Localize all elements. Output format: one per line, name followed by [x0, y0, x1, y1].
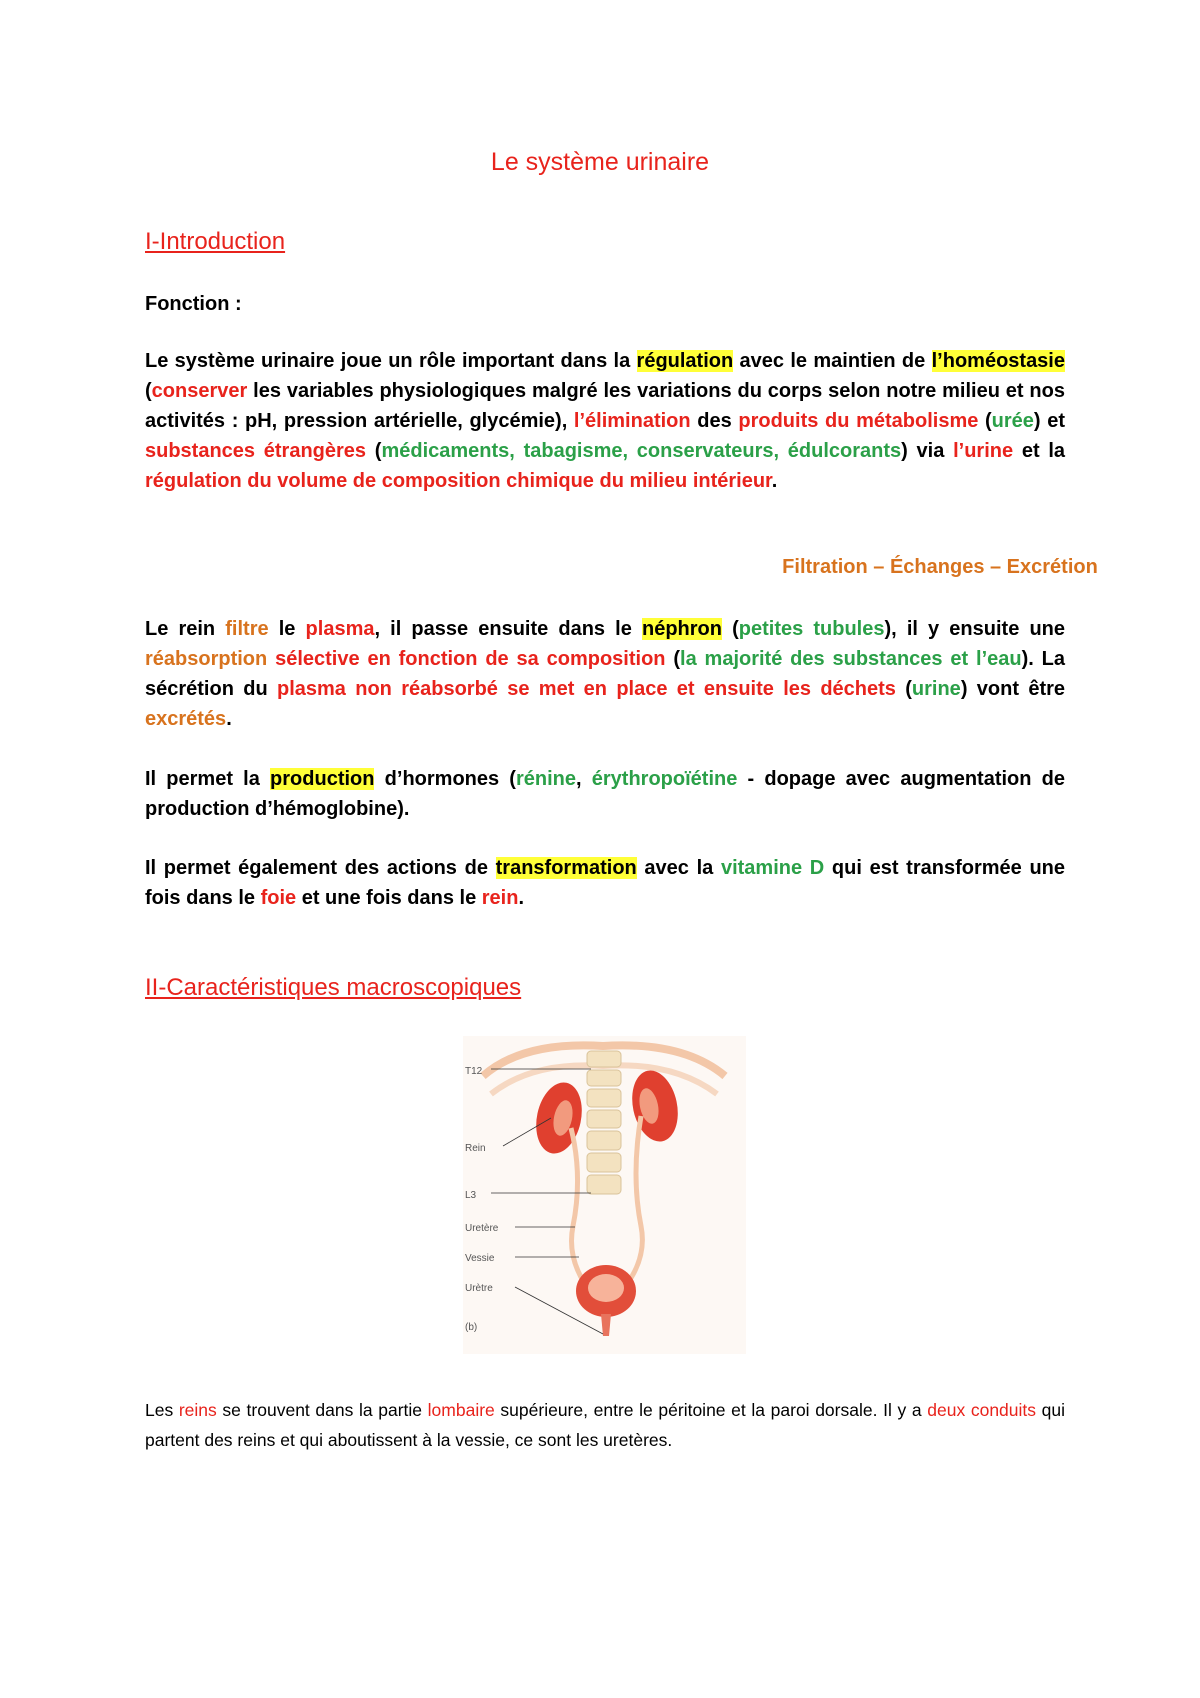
- text-segment: sélective en fonction de sa composition: [275, 648, 666, 670]
- text-segment: ) vont être: [960, 678, 1066, 700]
- text-segment: produits du métabolisme: [738, 410, 979, 432]
- text-segment: ), il y ensuite une: [884, 618, 1066, 640]
- label-b: (b): [465, 1322, 478, 1333]
- text-segment: urée: [991, 410, 1034, 432]
- text-segment: .: [771, 470, 778, 492]
- text-segment: plasma non réabsorbé se met en place et ensuite les déchets: [277, 678, 896, 700]
- fonction-label: Fonction :: [145, 293, 242, 315]
- text-segment: l’élimination: [573, 410, 691, 432]
- text-segment: et la: [1013, 440, 1066, 462]
- text-segment: avec le maintien de: [733, 350, 932, 372]
- text-segment: , il passe ensuite dans le: [374, 618, 642, 640]
- paragraph-reins: [145, 1395, 1065, 1455]
- text-segment: .: [518, 887, 525, 909]
- label-l3: L3: [465, 1190, 477, 1201]
- text-segment: supérieure, entre le péritoine et la paroi dorsale. Il y a: [494, 1400, 928, 1420]
- label-rein: Rein: [465, 1143, 486, 1154]
- text-segment: production: [270, 768, 375, 790]
- text-segment: vitamine D: [720, 857, 825, 879]
- text-segment: Le système urinaire joue un rôle important dans la: [145, 350, 637, 372]
- paragraph-transformation: [145, 853, 1065, 913]
- text-segment: le: [268, 618, 306, 640]
- text-segment: foie: [260, 887, 297, 909]
- text-segment: conserver: [151, 380, 248, 402]
- text-segment: l’homéostasie: [931, 350, 1065, 372]
- text-segment: ) via: [901, 440, 954, 462]
- text-segment: qui partent des reins et qui aboutissent à la vessie, ce sont les uretères.: [145, 1400, 1066, 1450]
- section-heading-macroscopiques: II-Caractéristiques macroscopiques: [145, 974, 522, 1001]
- text-segment: réabsorption: [145, 648, 268, 670]
- text-segment: reins: [178, 1400, 217, 1420]
- text-segment: ). La sécrétion du: [145, 648, 1065, 700]
- page-title: Le système urinaire: [490, 148, 710, 176]
- text-segment: (: [145, 380, 152, 402]
- text-segment: - dopage avec augmentation de production d’hémoglobine).: [145, 768, 1065, 820]
- text-segment: se trouvent dans la partie: [216, 1400, 428, 1420]
- text-segment: Il permet également des actions de: [145, 857, 496, 879]
- paragraph-rein: [145, 614, 1065, 734]
- label-vessie: Vessie: [465, 1253, 495, 1264]
- text-segment: néphron: [641, 618, 722, 640]
- paragraph-function: [145, 346, 1065, 496]
- text-segment: régulation du volume de composition chimique du milieu intérieur: [145, 470, 772, 492]
- text-segment: (: [978, 410, 992, 432]
- text-segment: (: [665, 648, 681, 670]
- text-segment: petites tubules: [738, 618, 885, 640]
- text-segment: Les: [145, 1400, 179, 1420]
- text-segment: avec la: [636, 857, 721, 879]
- text-segment: deux conduits: [927, 1400, 1037, 1420]
- text-segment: filtre: [225, 618, 269, 640]
- text-segment: lombaire: [427, 1400, 495, 1420]
- text-segment: médicaments, tabagisme, conservateurs, édulcorants: [381, 440, 902, 462]
- urinary-system-figure: [463, 1036, 746, 1354]
- text-segment: .: [226, 708, 232, 730]
- text-segment: (: [366, 440, 382, 462]
- text-segment: (: [721, 618, 739, 640]
- text-segment: rénine: [515, 768, 577, 790]
- text-segment: excrétés: [145, 708, 227, 730]
- text-segment: Le rein: [145, 618, 226, 640]
- text-segment: l’urine: [953, 440, 1014, 462]
- text-segment: et une fois dans le: [296, 887, 482, 909]
- text-segment: d’hormones (: [374, 768, 516, 790]
- text-segment: la majorité des substances et l’eau: [680, 648, 1022, 670]
- section-heading-introduction: I-Introduction: [145, 228, 286, 255]
- text-segment: régulation: [636, 350, 734, 372]
- text-segment: (: [895, 678, 912, 700]
- text-segment: les variables physiologiques malgré les variations du corps selon notre milieu et nos activités : pH, pression artérielle, glycémie),: [145, 380, 1065, 432]
- text-segment: Il permet la: [145, 768, 271, 790]
- text-segment: plasma: [305, 618, 375, 640]
- text-segment: ,: [576, 768, 592, 790]
- label-t12: T12: [465, 1066, 483, 1077]
- text-segment: urine: [911, 678, 961, 700]
- label-uretre: Urètre: [465, 1283, 493, 1294]
- text-segment: érythropoïétine: [591, 768, 738, 790]
- text-segment: substances étrangères: [145, 440, 367, 462]
- urinary-system-illustration: [463, 1036, 746, 1354]
- paragraph-production: [145, 764, 1065, 824]
- text-segment: [267, 648, 275, 670]
- text-segment: rein: [481, 887, 519, 909]
- text-segment: ) et: [1033, 410, 1066, 432]
- filtration-subtitle: Filtration – Échanges – Excrétion: [782, 556, 1098, 578]
- text-segment: qui est transformée une fois dans le: [145, 857, 1065, 909]
- text-segment: transformation: [495, 857, 637, 879]
- label-uretere: Uretère: [465, 1223, 499, 1234]
- text-segment: des: [690, 410, 739, 432]
